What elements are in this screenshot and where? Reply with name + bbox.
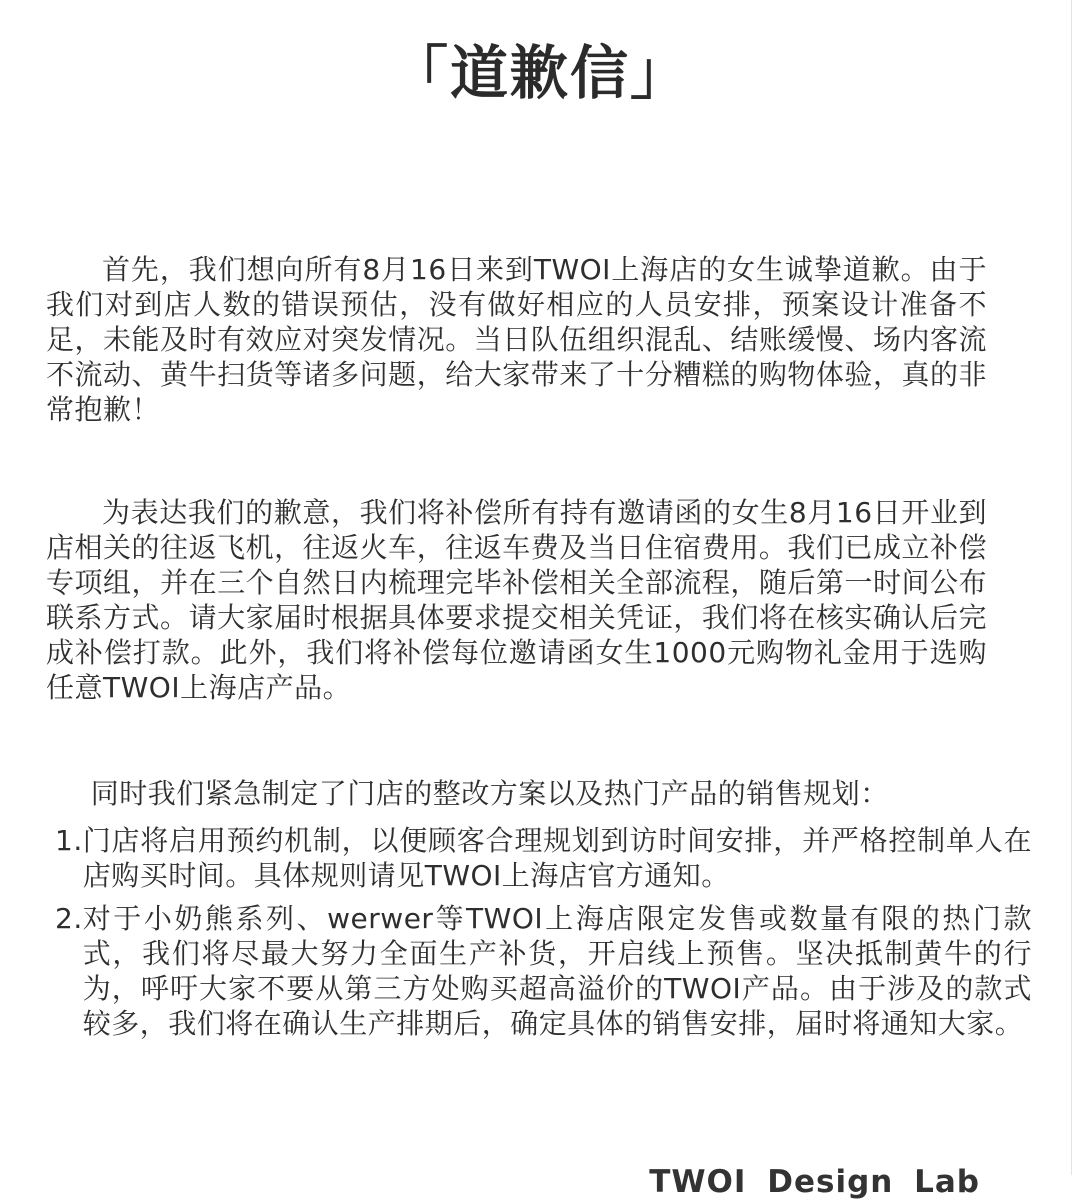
page-edge-divider	[1071, 0, 1072, 1175]
paragraph-compensation: 为表达我们的歉意，我们将补偿所有持有邀请函的女生8月16日开业到店相关的往返飞机，往返火车，往返车费及当日住宿费用。我们已成立补偿专项组，并在三个自然日内梳理完毕补偿相关全部流程，随后第一时间公布联系方式。请大家届时根据具体要求提交相关凭证，我们将在核实确认后完成补偿打款。此外，我们将补偿每位邀请函女生1000元购物礼金用于选购任意TWOI上海店产品。	[46, 496, 987, 704]
list-item-number: 1.	[55, 824, 83, 857]
list-item-number: 2.	[55, 902, 83, 935]
signature: TWOI Design Lab	[649, 1164, 980, 1200]
plan-intro: 同时我们紧急制定了门店的整改方案以及热门产品的销售规划：	[90, 777, 889, 810]
list-item-text: 门店将启用预约机制，以便顾客合理规划到访时间安排，并严格控制单人在店购买时间。具体规则请见TWOI上海店官方通知。	[82, 824, 1032, 892]
paragraph-apology: 首先，我们想向所有8月16日来到TWOI上海店的女生诚挚道歉。由于我们对到店人数的错误预估，没有做好相应的人员安排，预案设计准备不足，未能及时有效应对突发情况。当日队伍组织混乱、结账缓慢、场内客流不流动、黄牛扫货等诸多问题，给大家带来了十分糟糕的购物体验，真的非常抱歉！	[46, 253, 987, 426]
list-item-text: 对于小奶熊系列、werwer等TWOI上海店限定发售或数量有限的热门款式，我们将尽最大努力全面生产补货，开启线上预售。坚决抵制黄牛的行为，呼吁大家不要从第三方处购买超高溢价的TWOI产品。由于涉及的款式较多，我们将在确认生产排期后，确定具体的销售安排，届时将通知大家。	[82, 902, 1032, 1040]
page-title: 「道歉信」	[389, 39, 690, 107]
list-item-reservation	[46, 823, 1032, 893]
list-item-restock	[46, 901, 1032, 1041]
plan-list	[46, 823, 1032, 1041]
